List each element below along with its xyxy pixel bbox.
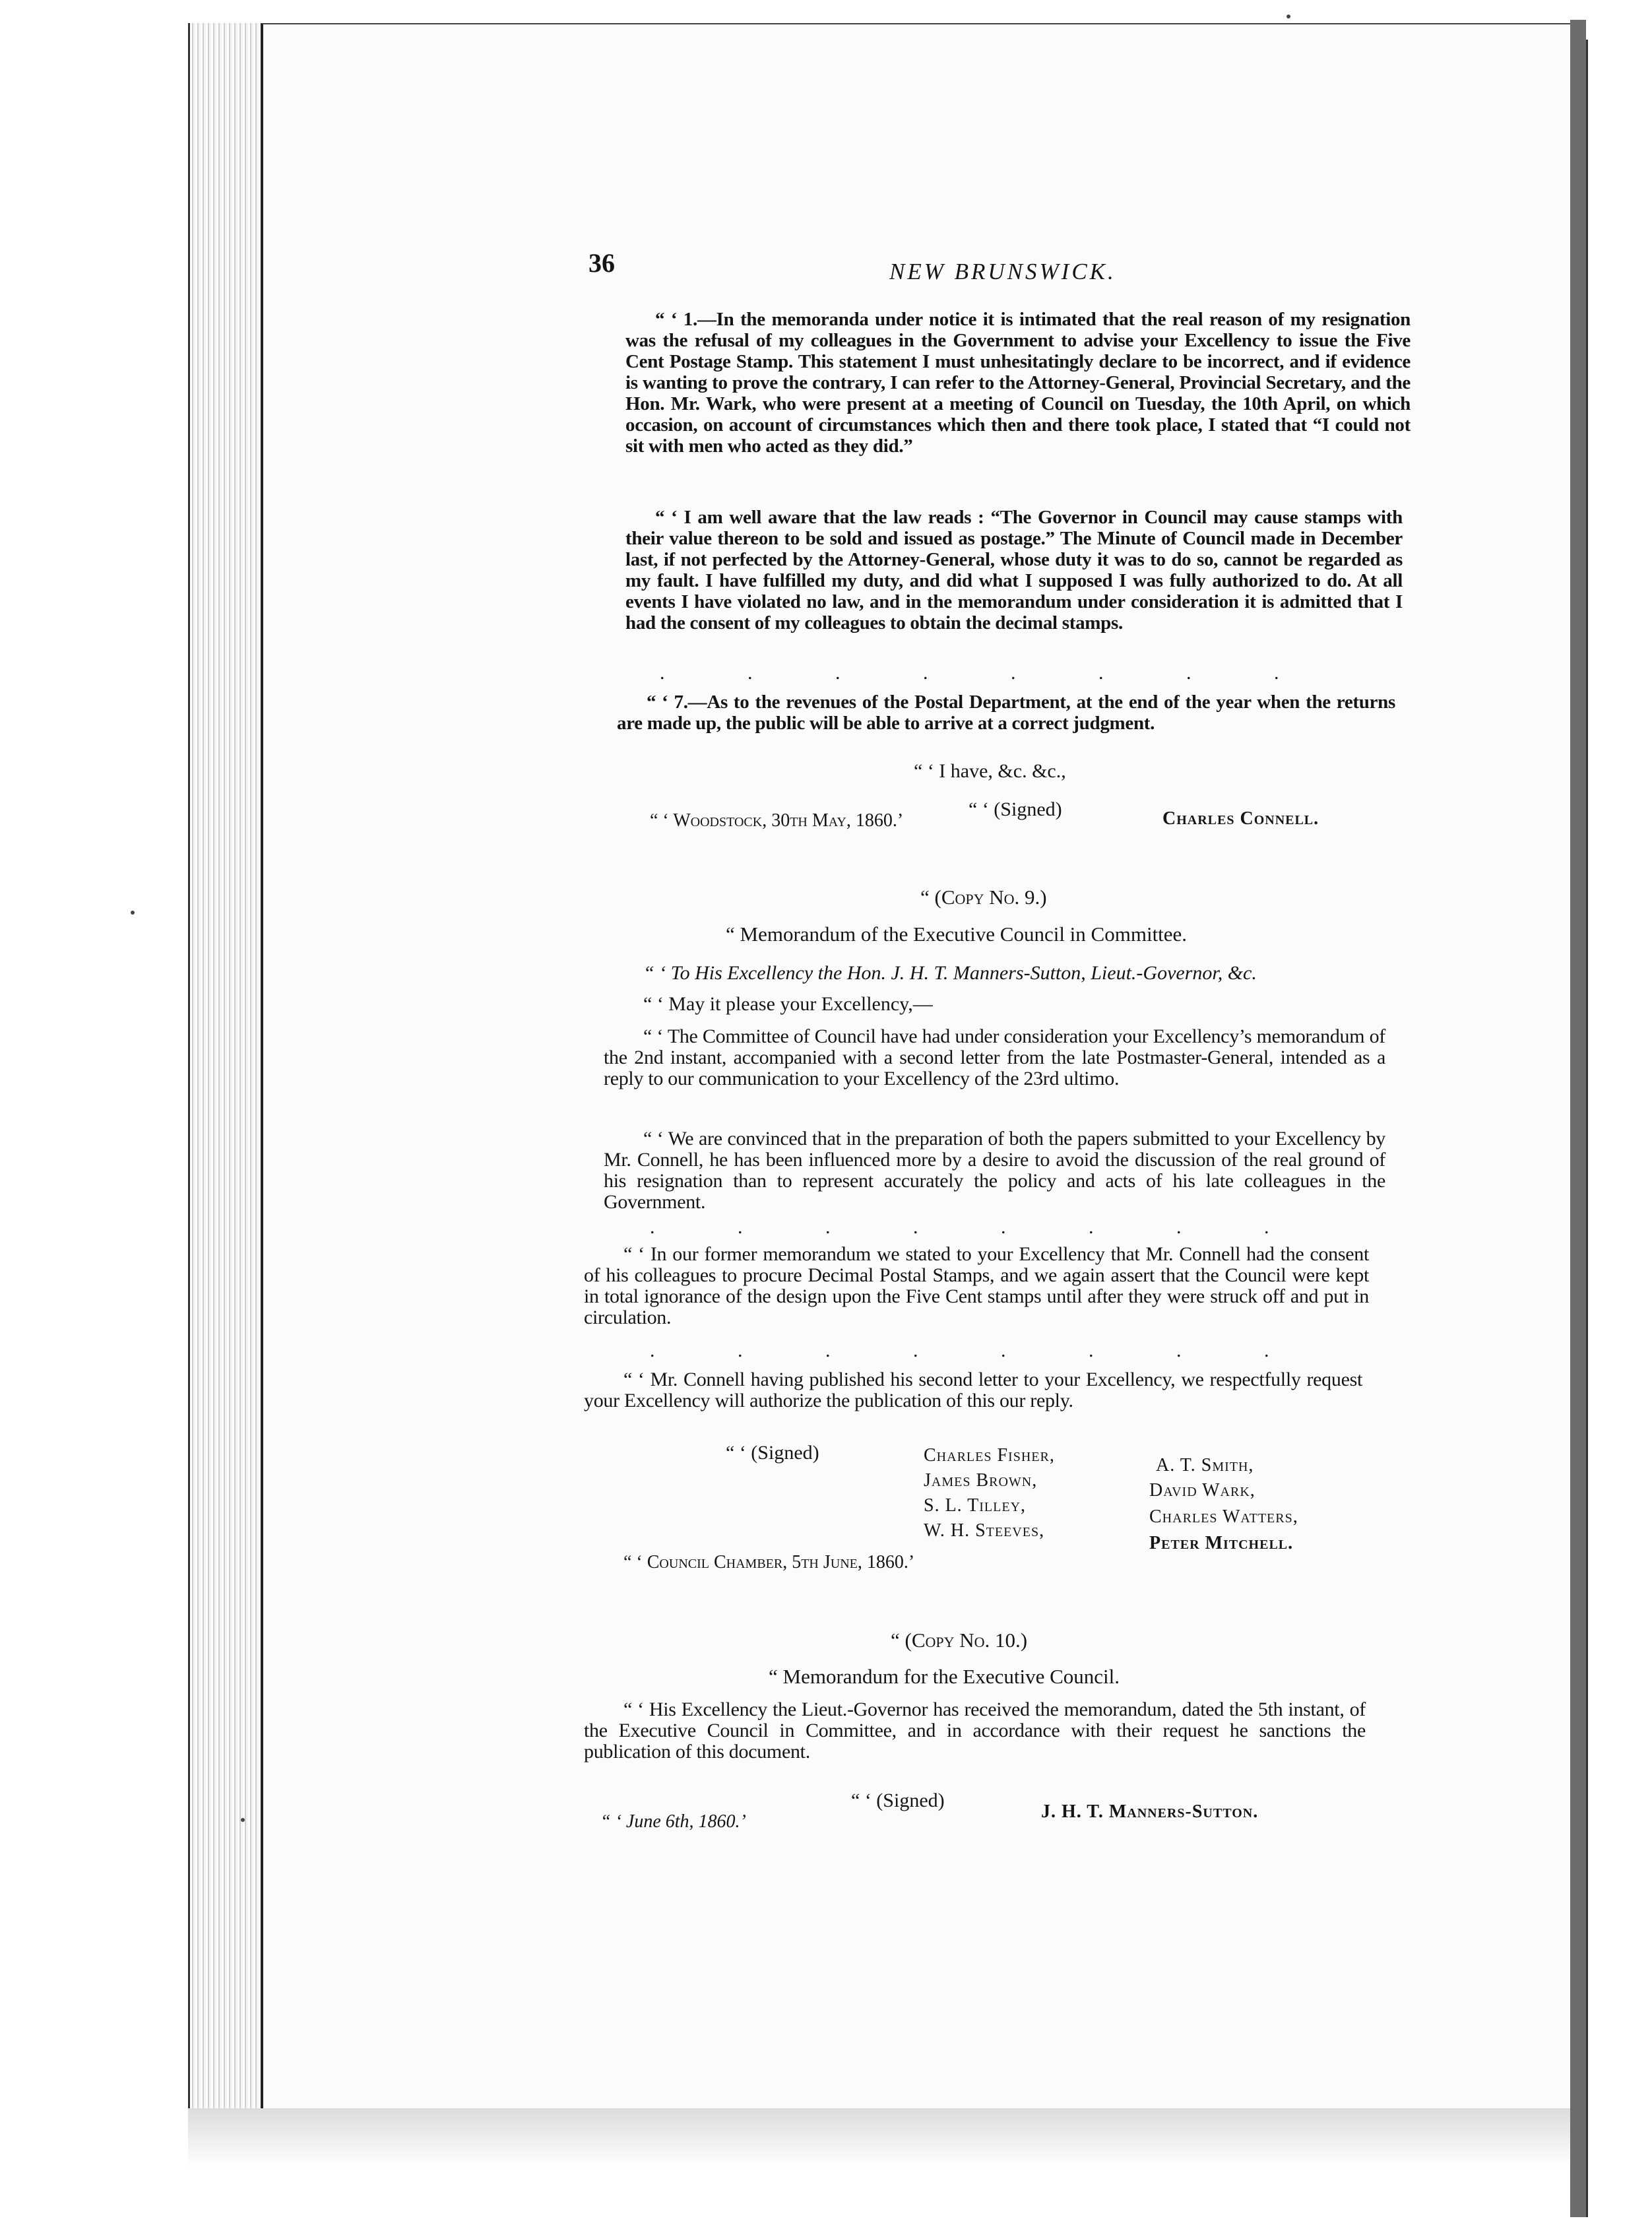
book-page-edges — [188, 23, 263, 2108]
scan-speck — [1287, 15, 1290, 18]
scan-speck — [241, 1818, 245, 1822]
copy-10-heading: “ (Copy No. 10.) — [891, 1629, 1028, 1652]
copy-10-signatory: J. H. T. Manners-Sutton. — [1041, 1801, 1259, 1822]
copy-9-signatory-left-3: S. L. Tilley, — [924, 1495, 1027, 1516]
copy-10-signed: “ ‘ (Signed) — [851, 1790, 945, 1811]
copy-9-paragraph-1: “ ‘ The Committee of Council have had under consideration your Excellency’s memorandum of the 2nd instant, accompanied with a second letter from the late Postmaster-General, intended as a reply to our communication to your Excellency of the 23rd ultimo. — [604, 1025, 1385, 1089]
letter-paragraph-1: “ ‘ 1.—In the memoranda under notice it is intimated that the real reason of my resignation was the refusal of my colleagues in the Government to advise your Excellency to issue the Five Cent Postage Stamp. This statement I must unhesitatingly declare to be incorrect, and if evidence is wanting to prove the contrary, I can refer to the Attorney-General, Provincial Secretary, and the Hon. Mr. Wark, who were present at a meeting of Council on Tuesday, the 10th April, on which occasion, on account of circumstances which then and there took place, I stated that “I could not sit with men who acted as they did.” — [625, 309, 1411, 457]
copy-9-paragraph-3: “ ‘ In our former memorandum we stated to your Excellency that Mr. Connell had the consent of his colleagues to procure Decimal Postal Stamps, and we again assert that the Council were kept in total ignorance of the design upon the Five Cent stamps until after they were struck off and put in circulation. — [584, 1243, 1369, 1328]
copy-9-signatory-right-3: Charles Watters, — [1149, 1506, 1298, 1527]
copy-9-signatory-left-2: James Brown, — [924, 1470, 1038, 1491]
copy-9-paragraph-2: “ ‘ We are convinced that in the preparation of both the papers submitted to your Excellency by Mr. Connell, he has been influenced more by a desire to avoid the discussion of the real ground of his resignation than to represent accurately the policy and acts of his late colleagues in the Government. — [604, 1128, 1385, 1213]
book-gutter — [1570, 20, 1586, 2217]
ellipsis-row: . . . . . . . . — [660, 662, 1279, 684]
copy-9-signatory-right-4: Peter Mitchell. — [1149, 1533, 1294, 1553]
letter-place-date: “ ‘ Woodstock, 30th May, 1860.’ — [650, 810, 904, 831]
copy-9-paragraph-4: “ ‘ Mr. Connell having published his second letter to your Excellency, we respectfully request your Excellency will authorize the publication of this our reply. — [584, 1369, 1362, 1411]
ellipsis-row: . . . . . . . . — [650, 1216, 1269, 1238]
page-bottom-shadow — [188, 2108, 1570, 2168]
letter-paragraph-3: “ ‘ 7.—As to the revenues of the Postal Department, at the end of the year when the returns are made up, the public will be able to arrive at a correct judgment. — [617, 692, 1395, 734]
scan-speck — [131, 911, 135, 915]
facing-page-edge — [1586, 40, 1652, 2217]
copy-9-signatory-right-2: David Wark, — [1149, 1480, 1255, 1501]
copy-9-heading: “ (Copy No. 9.) — [920, 886, 1047, 909]
letter-closing: “ ‘ I have, &c. &c., — [914, 760, 1066, 782]
copy-10-paragraph-1: “ ‘ His Excellency the Lieut.-Governor has received the memorandum, dated the 5th instant, of the Executive Council in Committee, and in accordance with their request he sanctions the publication of this document. — [584, 1699, 1366, 1763]
letter-paragraph-2: “ ‘ I am well aware that the law reads : “The Governor in Council may cause stamps with their value thereon to be sold and issued as postage.” The Minute of Council made in December last, if not perfected by the Attorney-General, whose duty it was to do so, cannot be regarded as my fault. I have fulfilled my duty, and did what I supposed I was fully authorized to do. At all events I have violated no law, and in the memorandum under consideration it is admitted that I had the consent of my colleagues to obtain the decimal stamps. — [625, 507, 1403, 633]
copy-9-salutation: “ ‘ May it please your Excellency,— — [643, 993, 933, 1015]
copy-9-signed: “ ‘ (Signed) — [726, 1442, 819, 1464]
letter-signatory: Charles Connell. — [1162, 808, 1319, 829]
running-title: NEW BRUNSWICK. — [889, 259, 1116, 284]
copy-9-signatory-right-1: A. T. Smith, — [1156, 1455, 1254, 1475]
letter-signed: “ ‘ (Signed) — [969, 798, 1062, 820]
copy-9-signatory-left-4: W. H. Steeves, — [924, 1520, 1045, 1541]
copy-9-signatory-left-1: Charles Fisher, — [924, 1445, 1055, 1466]
page-number: 36 — [588, 248, 615, 278]
ellipsis-row: . . . . . . . . — [650, 1340, 1269, 1361]
copy-9-subheading: “ Memorandum of the Executive Council in Committee. — [726, 922, 1188, 946]
copy-10-subheading: “ Memorandum for the Executive Council. — [769, 1665, 1120, 1688]
copy-9-place-date: “ ‘ Council Chamber, 5th June, 1860.’ — [623, 1552, 915, 1572]
copy-10-date: “ ‘ June 6th, 1860.’ — [600, 1811, 746, 1832]
copy-9-address: “ ‘ To His Excellency the Hon. J. H. T. Manners-Sutton, Lieut.-Governor, &c. — [643, 962, 1257, 984]
